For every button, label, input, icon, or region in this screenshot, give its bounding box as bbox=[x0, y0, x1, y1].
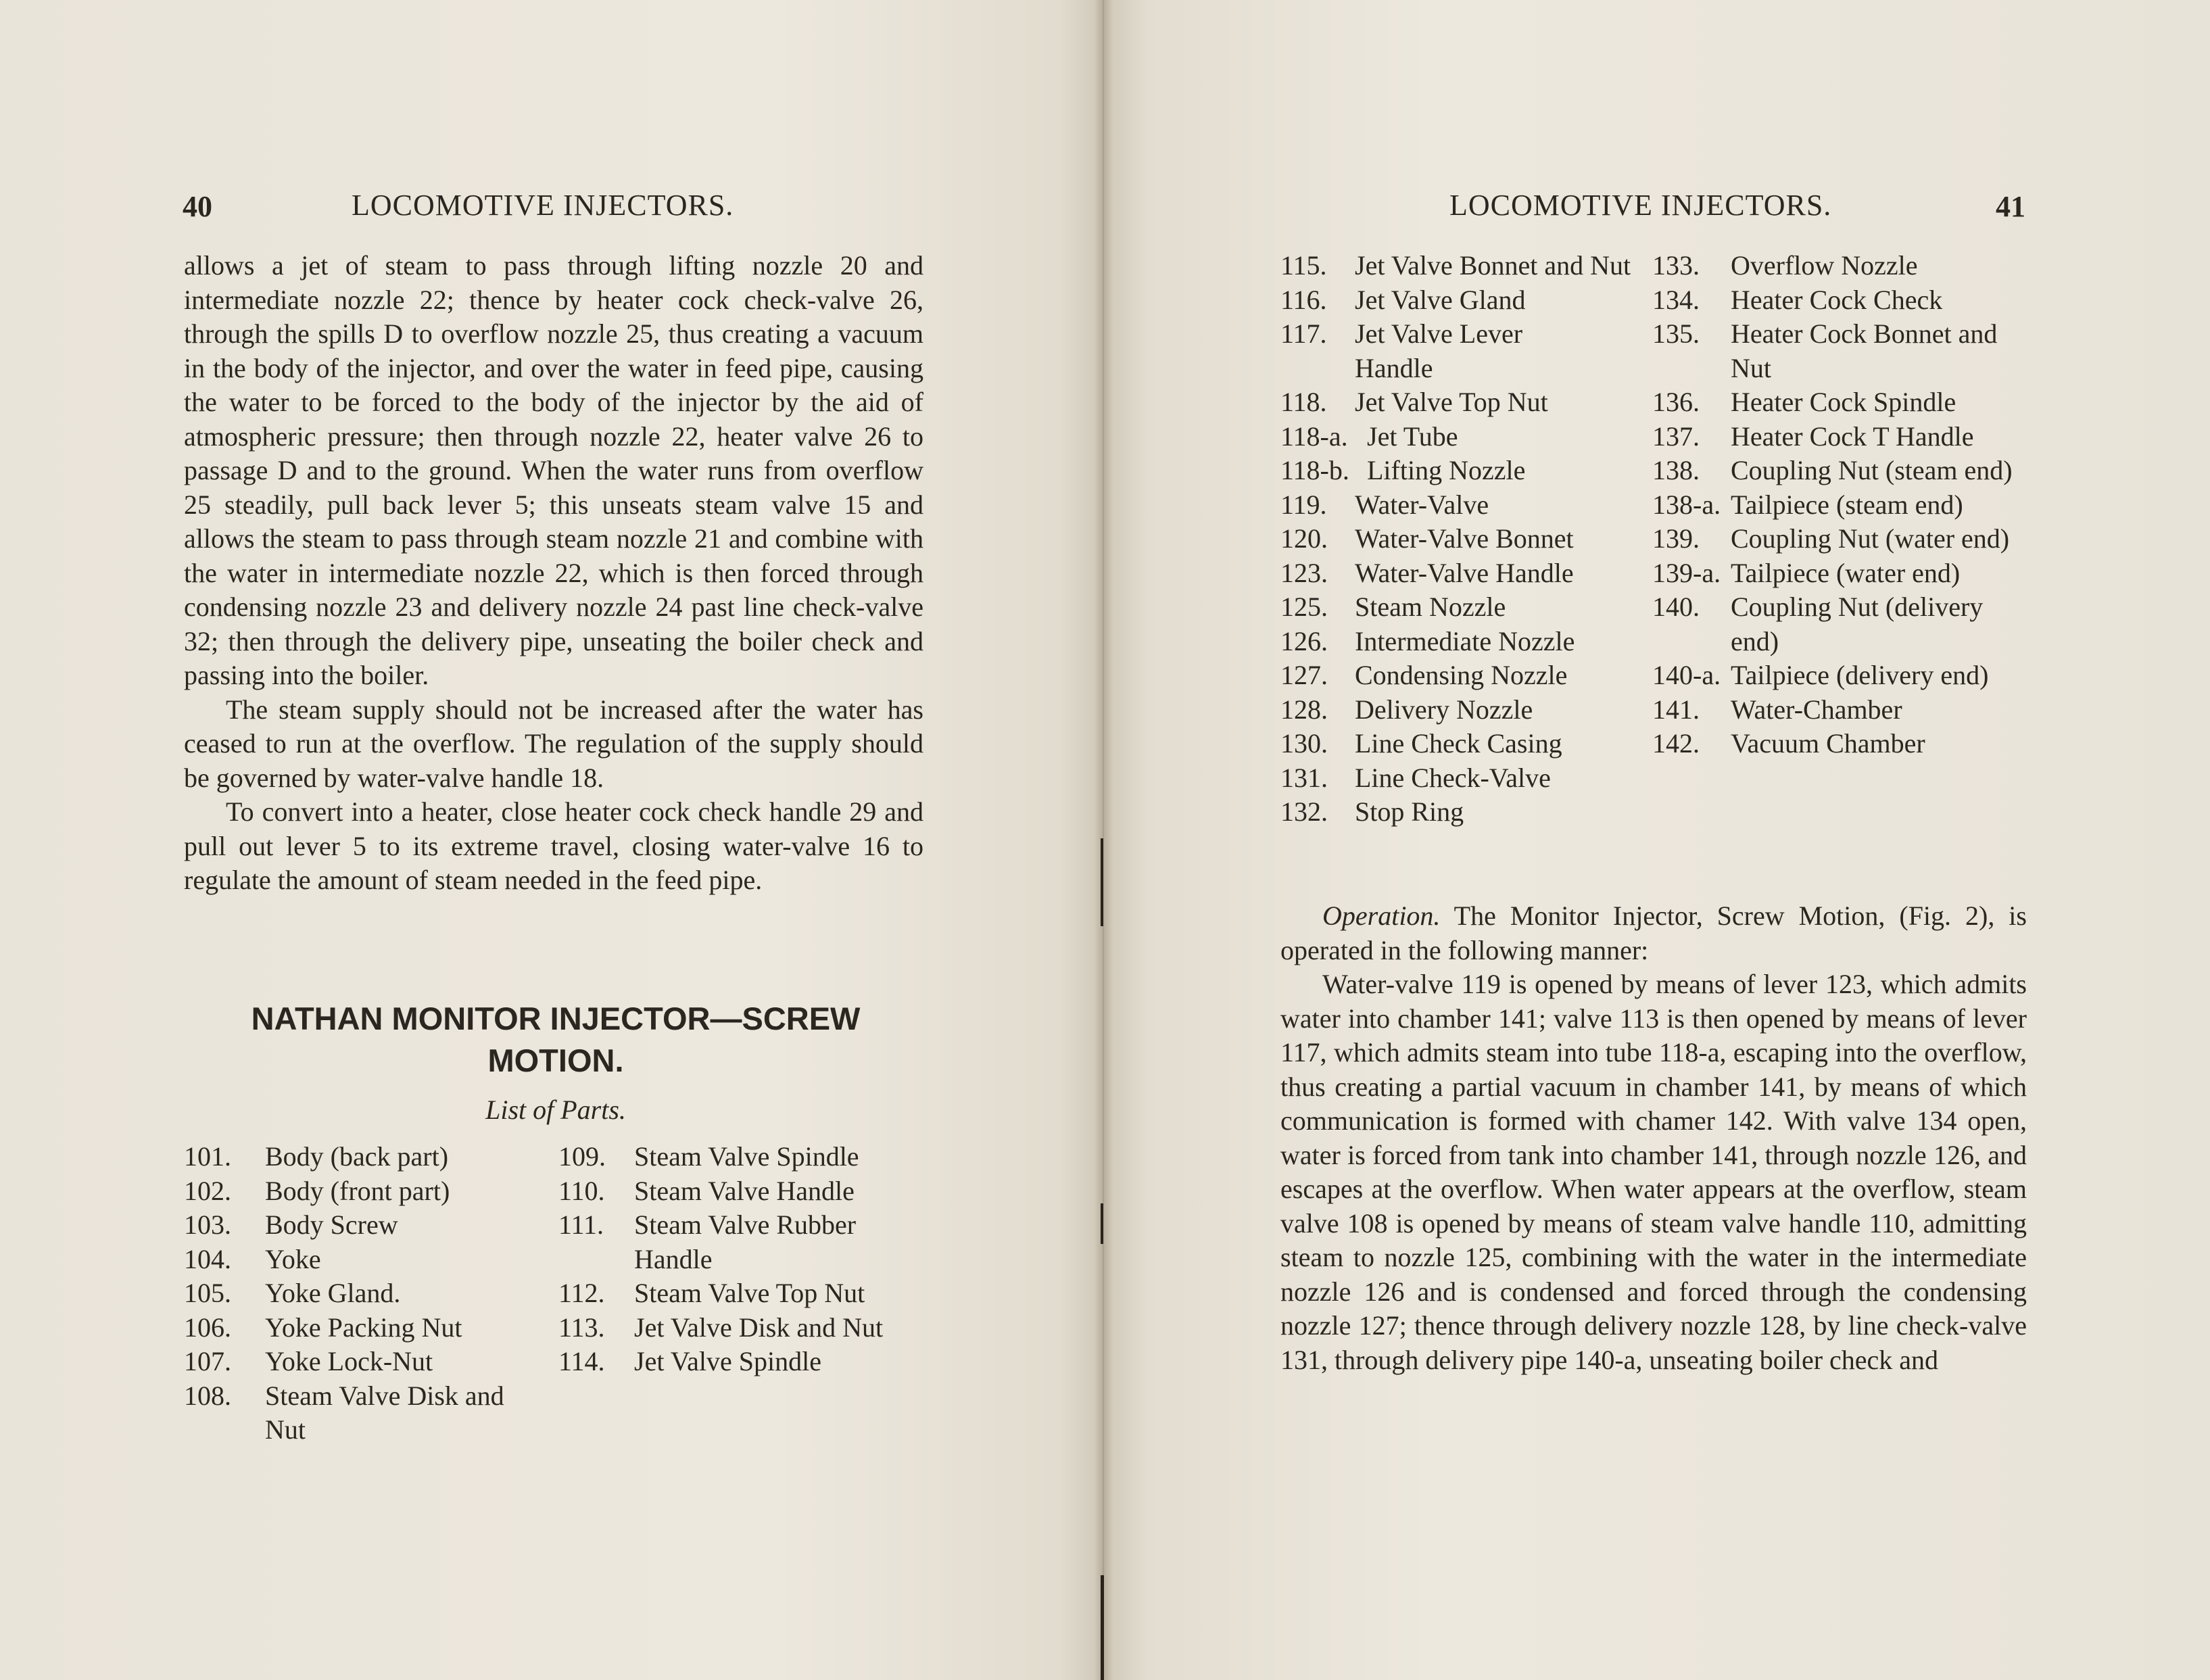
part-item: 103. Body Screw bbox=[184, 1209, 398, 1240]
part-item: 106. Yoke Packing Nut bbox=[184, 1312, 462, 1343]
part-item: 136. Heater Cock Spindle bbox=[1652, 387, 1956, 417]
binding-thread bbox=[1101, 1575, 1104, 1680]
part-item: 140. Coupling Nut (delivery end) bbox=[1652, 592, 1984, 656]
part-item: 138. Coupling Nut (steam end) bbox=[1652, 455, 2013, 485]
part-item: 123. Water-Valve Handle bbox=[1280, 557, 1574, 588]
part-item: 113. Jet Valve Disk and Nut bbox=[558, 1312, 884, 1343]
left-page bbox=[0, 0, 1103, 1680]
running-head: LOCOMOTIVE INJECTORS. bbox=[1449, 189, 1832, 222]
paragraph: The steam supply should not be increased after the water has ceased to run at the overflow. The regulation of the supply should be governed by water-valve handle 18. bbox=[184, 694, 923, 793]
part-item: 118-b. Lifting Nozzle bbox=[1280, 455, 1526, 485]
paragraph: Operation. The Monitor Injector, Screw Motion, (Fig. 2), is operated in the following manner: bbox=[1280, 901, 2027, 965]
parts-list-col1 bbox=[1280, 249, 1646, 830]
part-item: 109. Steam Valve Spindle bbox=[558, 1141, 859, 1172]
part-item: 128. Delivery Nozzle bbox=[1280, 694, 1533, 725]
part-item: 131. Line Check-Valve bbox=[1280, 762, 1551, 793]
part-item: 126. Intermediate Nozzle bbox=[1280, 625, 1575, 656]
parts-list-col2 bbox=[1652, 249, 2031, 761]
part-item: 125. Steam Nozzle bbox=[1280, 592, 1506, 622]
part-item: 107. Yoke Lock-Nut bbox=[184, 1346, 433, 1376]
part-item: 114. Jet Valve Spindle bbox=[558, 1346, 822, 1376]
part-item: 132. Stop Ring bbox=[1280, 796, 1464, 827]
book-gutter bbox=[1094, 0, 1113, 1680]
part-item: 127. Condensing Nozzle bbox=[1280, 660, 1568, 690]
part-item: 118-a. Jet Tube bbox=[1280, 421, 1458, 452]
part-item: 108. Steam Valve Disk and Nut bbox=[184, 1380, 504, 1445]
part-item: 133. Overflow Nozzle bbox=[1652, 250, 1918, 281]
part-item: 102. Body (front part) bbox=[184, 1175, 450, 1206]
part-item: 135. Heater Cock Bonnet and Nut bbox=[1652, 318, 1998, 383]
part-item: 119. Water-Valve bbox=[1280, 489, 1489, 520]
page-number: 40 bbox=[183, 190, 212, 223]
part-item: 112. Steam Valve Top Nut bbox=[558, 1278, 865, 1308]
part-item: 104. Yoke bbox=[184, 1243, 321, 1274]
body-text bbox=[184, 249, 923, 898]
part-item: 111. Steam Valve Rubber Handle bbox=[558, 1209, 857, 1274]
part-item: 134. Heater Cock Check bbox=[1652, 284, 1943, 315]
list-heading: List of Parts. bbox=[485, 1095, 626, 1125]
running-head: LOCOMOTIVE INJECTORS. bbox=[352, 189, 734, 222]
part-item: 142. Vacuum Chamber bbox=[1652, 728, 1925, 759]
part-item: 137. Heater Cock T Handle bbox=[1652, 421, 1974, 452]
paragraph: Water-valve 119 is opened by means of lever 123, which admits water into chamber 141; valve 113 is then opened by means of lever 117, which admits steam into tube 118-a, escaping into the overflow, thus creating a partial vacuum in chamber 141, by means of which communication is formed with chamer 142. With valve 134 open, water is forced from tank into chamber 141, through nozzle 126, and escapes at the overflow. When water appears at the overflow, steam valve 108 is opened by means of steam valve handle 110, admitting steam to nozzle 125, combining with the water in the intermediate nozzle 126 and is condensed and forced through the condensing nozzle 127; thence through delivery nozzle 128, by line check-valve 131, through delivery pipe 140-a, unseating boiler check and bbox=[1280, 969, 2027, 1375]
part-item: 105. Yoke Gland. bbox=[184, 1278, 401, 1308]
part-item: 115. Jet Valve Bonnet and Nut bbox=[1280, 250, 1631, 281]
paragraph: To convert into a heater, close heater cock check handle 29 and pull out lever 5 to its extreme travel, closing water-valve 16 to regulate the amount of steam needed in the feed pipe. bbox=[184, 796, 923, 895]
paragraph: allows a jet of steam to pass through lifting nozzle 20 and intermediate nozzle 22; thence by heater cock check-valve 26, through the spills D to overflow nozzle 25, thus creating a vacuum in the body of the injector, and over the water in feed pipe, causing the water to be forced to the body of the injector by the aid of atmospheric pressure; then through nozzle 22, heater valve 26 to passage D and to the ground. When the water runs from overflow 25 steadily, pull back lever 5; this unseats steam valve 15 and allows the steam to pass through steam nozzle 21 and combine with the water in intermediate nozzle 22, which is then forced through condensing nozzle 23 and delivery nozzle 24 past line check-valve 32; then through the delivery pipe, unseating the boiler check and passing into the boiler. bbox=[184, 250, 923, 690]
binding-thread bbox=[1101, 1203, 1103, 1244]
parts-list-col1 bbox=[184, 1140, 535, 1447]
parts-list-col2 bbox=[558, 1140, 910, 1379]
part-item: 120. Water-Valve Bonnet bbox=[1280, 523, 1574, 554]
part-item: 116. Jet Valve Gland bbox=[1280, 284, 1526, 315]
part-item: 110. Steam Valve Handle bbox=[558, 1175, 855, 1206]
part-item: 141. Water-Chamber bbox=[1652, 694, 1902, 725]
binding-thread bbox=[1101, 838, 1103, 926]
right-page bbox=[1103, 0, 2210, 1680]
part-item: 139-a. Tailpiece (water end) bbox=[1652, 557, 1961, 588]
operation-text bbox=[1280, 899, 2027, 1377]
part-item: 138-a. Tailpiece (steam end) bbox=[1652, 489, 1963, 520]
part-item: 117. Jet Valve Lever Handle bbox=[1280, 318, 1523, 383]
part-item: 118. Jet Valve Top Nut bbox=[1280, 387, 1548, 417]
page-number: 41 bbox=[1996, 190, 2025, 223]
part-item: 101. Body (back part) bbox=[184, 1141, 449, 1172]
operation-label: Operation. bbox=[1322, 901, 1441, 931]
section-title: NATHAN MONITOR INJECTOR—SCREW MOTION. bbox=[251, 1001, 861, 1078]
part-item: 140-a. Tailpiece (delivery end) bbox=[1652, 660, 1989, 690]
part-item: 139. Coupling Nut (water end) bbox=[1652, 523, 2010, 554]
part-item: 130. Line Check Casing bbox=[1280, 728, 1562, 759]
